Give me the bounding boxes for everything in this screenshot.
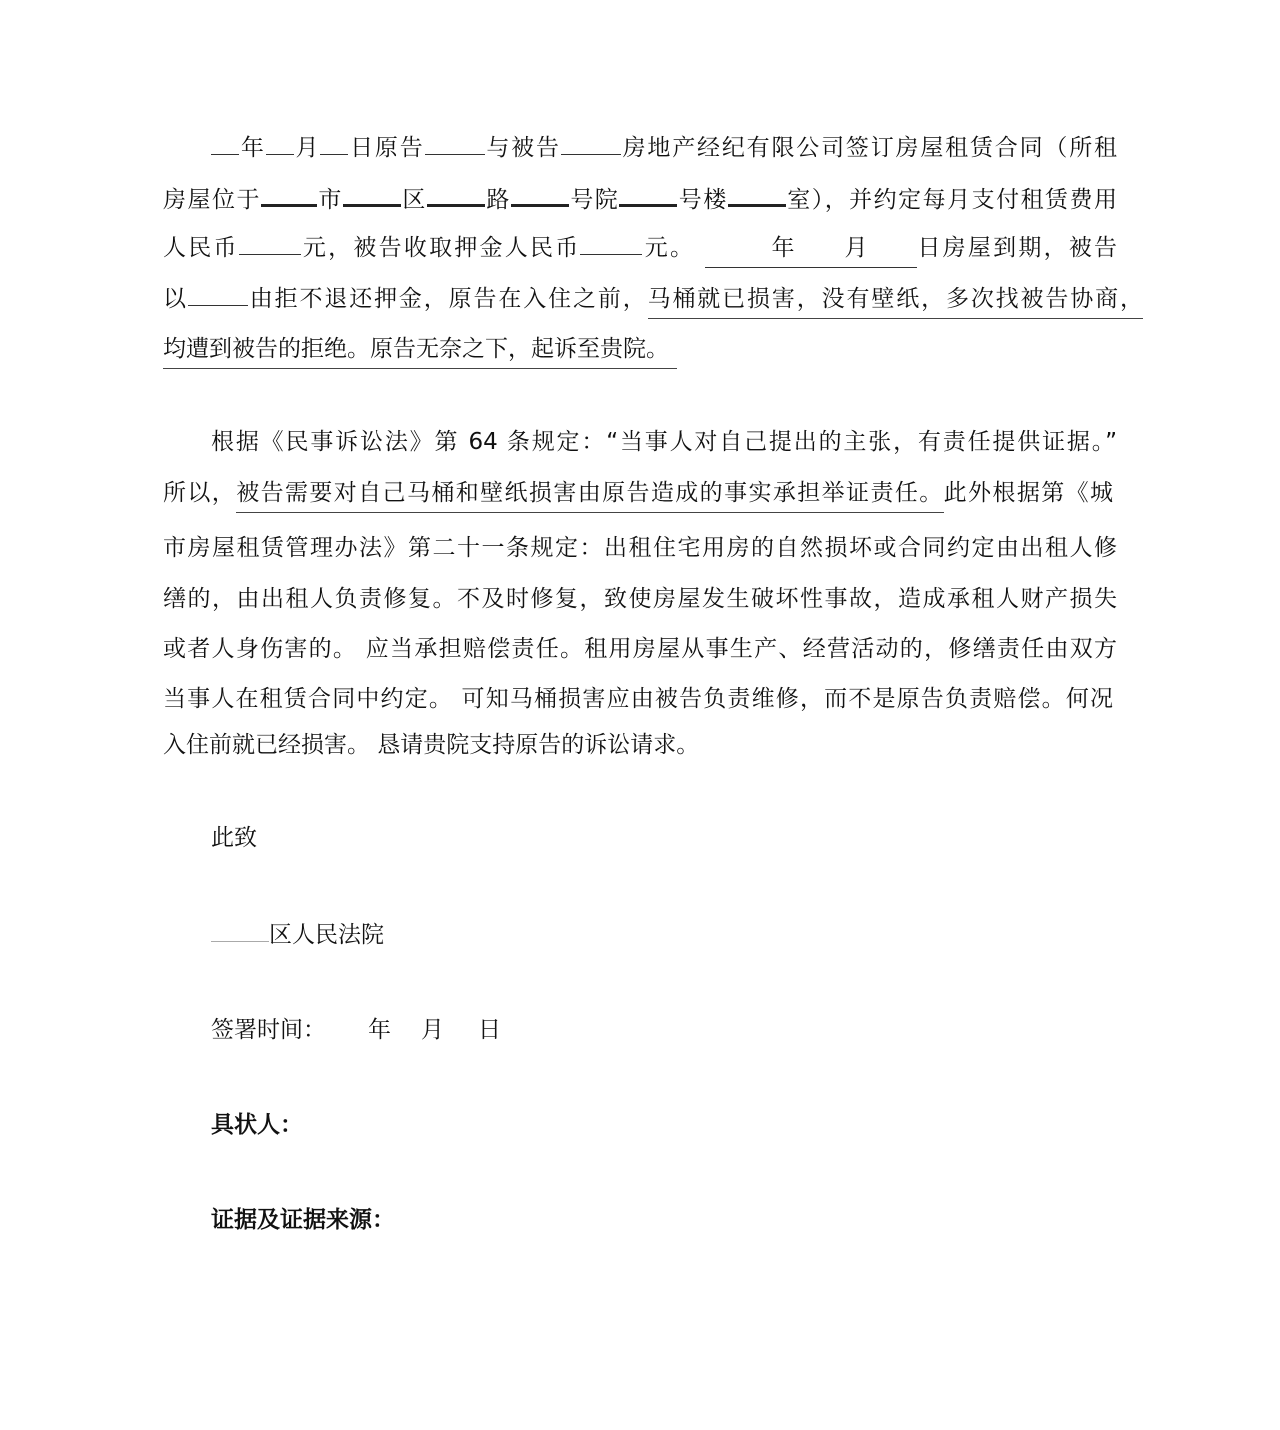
p2-line-7: 入住前就已经损害。 恳请贵院支持原告的诉讼请求。	[163, 732, 700, 758]
salutation: 此致	[211, 825, 257, 851]
p1-line-2: 房屋位于 市 区 路 号院 号楼 室），并约定每月支付租赁费用	[163, 180, 1117, 214]
p2-line-2: 所以，被告需要对自己马桶和壁纸损害由原告造成的事实承担举证责任。此外根据第《城	[163, 476, 1113, 510]
p1-line-5: 均遭到被告的拒绝。原告无奈之下，起诉至贵院。	[163, 332, 1117, 366]
p2-line-5: 或者人身伤害的。 应当承担赔偿责任。租用房屋从事生产、经营活动的，修缮责任由双方	[163, 636, 1117, 662]
plaintiff-label: 具状人：	[211, 1112, 303, 1138]
evidence-label: 证据及证据来源：	[211, 1207, 395, 1233]
p2-line-1: 根据《民事诉讼法》第 64 条规定：“当事人对自己提出的主张，有责任提供证据。”	[211, 429, 1117, 455]
court-line: 区人民法院	[211, 917, 1165, 951]
p2-line-6: 当事人在租赁合同中约定。 可知马桶损害应由被告负责维修，而不是原告负责赔偿。何况	[163, 686, 1113, 712]
p1-line-1: 年 月 日原告 与被告 房地产经纪有限公司签订房屋租赁合同（所租	[211, 130, 1117, 164]
p2-line-3: 市房屋租赁管理办法》第二十一条规定：出租住宅用房的自然损坏或合同约定由出租人修	[163, 535, 1117, 561]
p1-line-3: 人民币 元，被告收取押金人民币 元。 年 月 日房屋到期，被告	[163, 230, 1117, 264]
sign-time: 签署时间： 年 月 日	[211, 1017, 501, 1043]
p2-line-4: 缮的，由出租人负责修复。不及时修复，致使房屋发生破坏性事故，造成承租人财产损失	[163, 586, 1117, 612]
p1-line-4: 以 由拒不退还押金，原告在入住之前，马桶就已损害，没有壁纸，多次找被告协商，	[163, 281, 1143, 315]
